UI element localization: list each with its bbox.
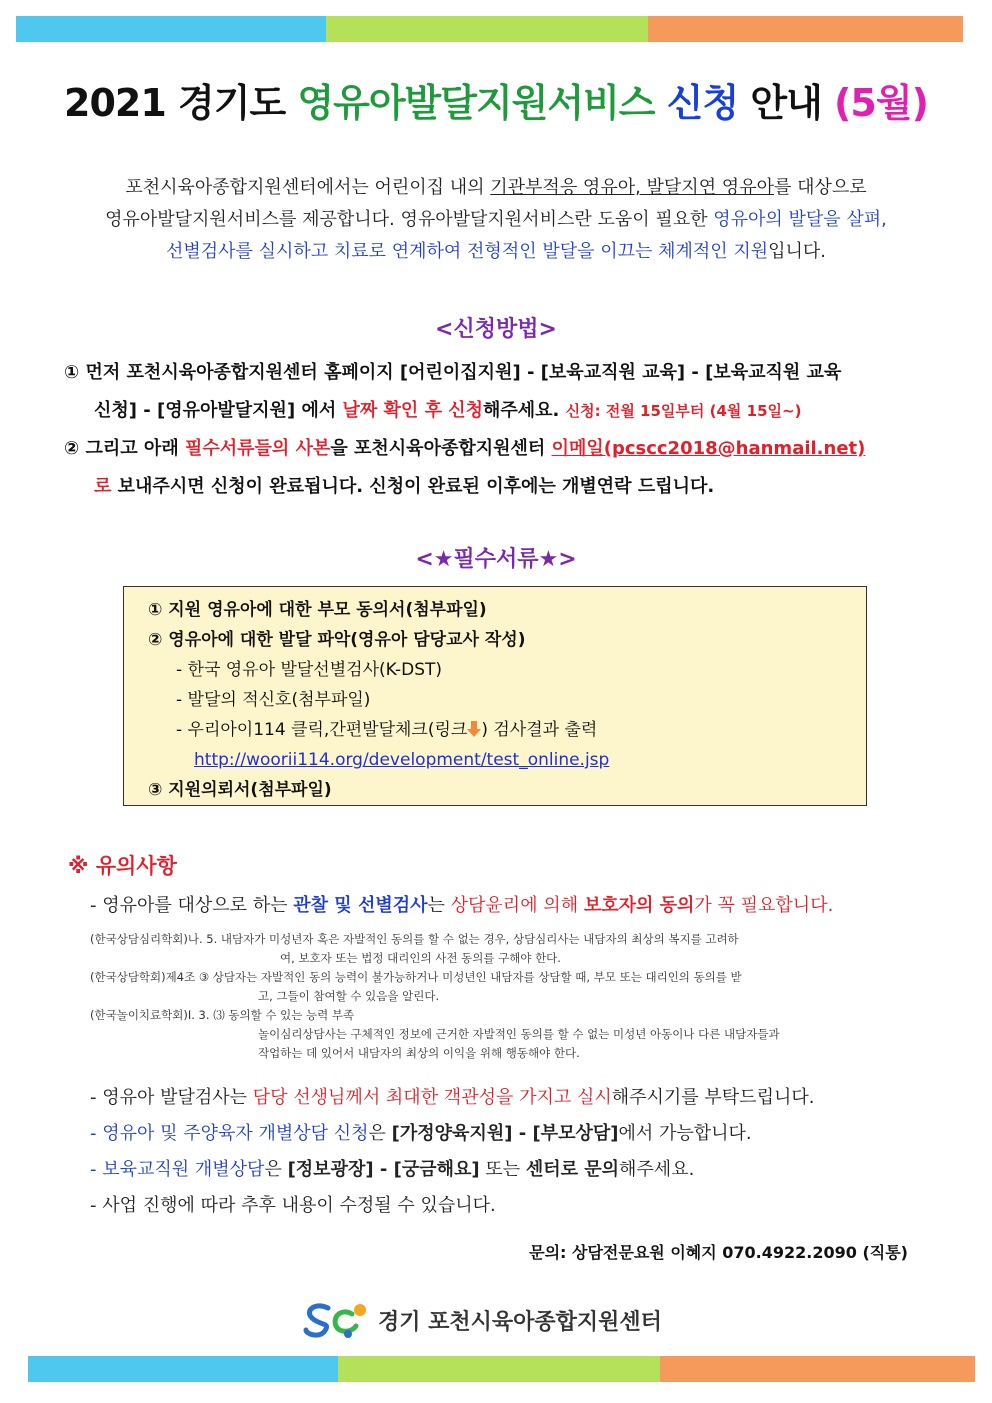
ref-kca: (한국상담학회) 제4조 ③ 상담자는 자발적인 동의 능력이 불가능하거나 미성년인 내담자를 상담할 때, 부모 또는 대리인의 동의를 받 — [90, 970, 742, 984]
notice-item: - 보육교직원 개별상담은 [정보광장] - [궁금해요] 또는 센터로 문의해주세요. — [90, 1159, 695, 1180]
method-step-1: ① 먼저 포천시육아종합지원센터 홈페이지 [어린이집지원] - [보육교직원 교육] - [보육교직원 교육 — [64, 362, 842, 383]
intro-target: 기관부적응 영유아, 발달지연 영유아 — [490, 177, 774, 198]
doc-item-3: ③ 지원의뢰서(첨부파일) — [148, 780, 332, 800]
doc-item-1: ① 지원 영유아에 대한 부모 동의서(첨부파일) — [148, 600, 487, 620]
notice-heading: ※ 유의사항 — [68, 854, 177, 878]
page-title — [0, 72, 992, 127]
apply-period: 신청: 전월 15일부터 (4월 15일~) — [565, 402, 802, 420]
notice-consent: - 영유아를 대상으로 하는 관찰 및 선별검사는 상담윤리에 의해 보호자의 동의가 꼭 필요합니다. — [90, 895, 834, 916]
doc-subitem-woorii: - 우리아이114 클릭,간편발달체크(링크 ) 검사결과 출력 — [176, 720, 598, 740]
method-step-2: ② 그리고 아래 필수서류들의 사본을 포천시육아종합지원센터 이메일(pcscc2018@hanmail.net) — [64, 438, 866, 459]
ref-kapt: (한국놀이치료학회) Ⅰ. 3. ⑶ 동의할 수 있는 능력 부족 — [90, 1008, 355, 1022]
title-service: 영유아발달지원서비스 — [297, 81, 655, 125]
notice-list — [90, 1080, 950, 1224]
top-color-bar — [16, 16, 963, 42]
docs-heading: <★필수서류★> — [415, 547, 577, 572]
intro-highlight: 선별검사를 실시하고 치료로 연계하여 전형적인 발달을 이끄는 체계적인 지원 — [165, 241, 769, 262]
method-heading: <신청방법> — [435, 317, 557, 342]
intro-paragraph — [56, 172, 936, 268]
intro-text: 입니다. — [768, 241, 827, 262]
method-steps — [64, 354, 924, 506]
email-link[interactable]: 이메일(pcscc2018@hanmail.net) — [551, 438, 866, 459]
title-apply: 신청 — [666, 81, 739, 125]
notice-item: - 영유아 발달검사는 담당 선생님께서 최대한 객관성을 가지고 실시해주시기를 부탁드립니다. — [90, 1087, 815, 1108]
apply-date-highlight: 날짜 확인 후 신청 — [342, 400, 483, 421]
doc-subitem-warning: - 발달의 적신호(첨부파일) — [176, 690, 371, 710]
required-docs-box — [123, 586, 867, 806]
footer-org-name: 경기 포천시육아종합지원센터 — [378, 1309, 662, 1335]
title-region: 경기도 — [178, 81, 286, 125]
bottom-color-bar — [28, 1356, 975, 1382]
doc-item-2: ② 영유아에 대한 발달 파악(영유아 담당교사 작성) — [148, 630, 526, 650]
intro-text: 를 대상으로 — [773, 177, 867, 198]
notice-item: - 영유아 및 주양육자 개별상담 신청은 [가정양육지원] - [부모상담]에서 가능합니다. — [90, 1123, 752, 1144]
title-month: (5월) — [834, 81, 928, 125]
woorii-link[interactable]: http://woorii114.org/development/test_online.jsp — [194, 750, 610, 770]
doc-subitem-kdst: - 한국 영유아 발달선별검사(K-DST) — [176, 660, 443, 680]
title-year: 2021 — [64, 81, 166, 125]
ethics-references: (한국상담심리학회) 나. 5. 내담자가 미성년자 혹은 자발적인 동의를 할 수 없는 경우, 상담심리사는 내담자의 최상의 복지를 고려하 여, 보호자 또는 법정 대리인의 사전 동의를 구해야 한다. (한국상담학회) 제4조 ③ 상담자는 자발적인 동의 능력이 불가능하거나 미성년인 내담자를 상담할 때, 부모 또는 대리인의 동의를 받 고, 그들이 참여할 수 있음을 알린다. (한국놀이치료학회) Ⅰ. 3. ⑶ 동의할 수 있는 능력 부족 놀이심리상담사는 구체적인 정보에 근거한 자발적인 동의를 할 수 없는 미성년 아동이나 다른 내담자들과 작업하는 데 있어서 내담자의 최상의 이익을 위해 행동해야 한다. — [90, 930, 920, 1063]
intro-highlight: 영유아의 발달을 살펴, — [713, 209, 887, 230]
intro-text: 영유아발달지원서비스를 제공합니다. 영유아발달지원서비스란 도움이 필요한 — [105, 209, 714, 230]
contact-info: 문의: 상담전문요원 이혜지 070.4922.2090 (직통) — [529, 1243, 908, 1262]
required-docs-highlight: 필수서류들의 사본 — [184, 438, 331, 459]
intro-text: 포천시육아종합지원센터에서는 어린이집 내의 — [125, 177, 491, 198]
ref-kcpa: (한국상담심리학회) 나. 5. 내담자가 미성년자 혹은 자발적인 동의를 할 수 없는 경우, 상담심리사는 내담자의 최상의 복지를 고려하 — [90, 932, 739, 946]
title-guide: 안내 — [750, 81, 822, 125]
notice-item: - 사업 진행에 따라 추후 내용이 수정될 수 있습니다. — [90, 1195, 496, 1216]
center-logo-icon — [302, 1300, 372, 1340]
arrow-down-icon — [467, 721, 481, 737]
method-step-2-cont: 로 보내주시면 신청이 완료됩니다. 신청이 완료된 이후에는 개별연락 드립니다. — [94, 476, 715, 497]
method-step-1-cont: 신청] - [영유아발달지원] 에서 날짜 확인 후 신청해주세요. 신청: 전월 15일부터 (4월 15일~) — [94, 400, 802, 421]
footer — [302, 1300, 662, 1340]
